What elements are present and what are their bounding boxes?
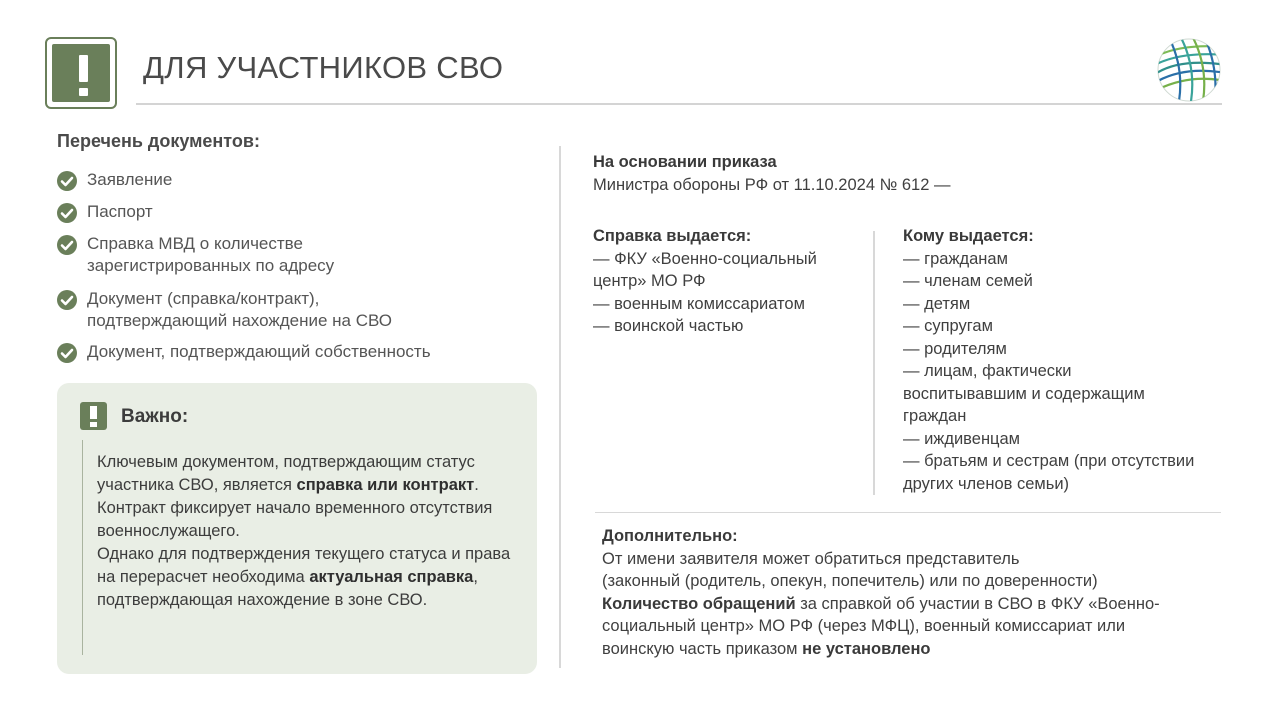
list-item: — гражданам: [903, 249, 1008, 268]
list-item: [57, 201, 497, 223]
document-item-text: Документ (справка/контракт), подтверждающий нахождение на СВО: [87, 289, 393, 330]
check-circle-icon: [57, 235, 77, 255]
list-item: [57, 233, 497, 277]
list-item: — лицам, фактически воспитывавшим и содержащим граждан: [903, 362, 1145, 425]
column-divider: [873, 231, 875, 495]
exclamation-icon: [45, 37, 117, 109]
list-item: — детям: [903, 294, 971, 313]
important-text: Ключевым документом, подтверждающим статус участника СВО, является справка или контракт. Контракт фиксирует начало временного отсутствия военнослужащего. Однако для подтверждения текущего статуса и права на перерасчет необходима актуальная справка, подтверждающая нахождение в зоне СВО.: [97, 453, 511, 609]
page-title: ДЛЯ УЧАСТНИКОВ СВО: [143, 50, 504, 85]
exclamation-icon: [80, 402, 107, 430]
document-item-text: Заявление: [87, 170, 173, 189]
list-item: — членам семей: [903, 272, 1033, 290]
important-title: Важно:: [121, 406, 189, 427]
section-divider: [595, 512, 1221, 513]
basis-text: Министра обороны РФ от 11.10.2024 № 612 —: [593, 175, 951, 194]
document-item-text: Паспорт: [87, 202, 153, 221]
issued-by-block: [593, 225, 863, 338]
column-divider: [559, 146, 561, 668]
check-circle-icon: [57, 171, 77, 191]
list-item: — воинской частью: [593, 317, 744, 335]
list-item: — военным комиссариатом: [593, 294, 805, 313]
check-circle-icon: [57, 203, 77, 223]
list-item: — братьям и сестрам (при отсутствии других членов семьи): [903, 452, 1195, 493]
additional-block: Дополнительно: От имени заявителя может обратиться представитель (законный (родитель, опекун, попечитель) или по доверенности) Количество обращений за справкой об участии в СВО в ФКУ «Военно-социальный центр» МО РФ (через МФЦ), военный комиссариат или воинскую часть приказом не установлено: [602, 527, 1160, 658]
basis-block: [593, 151, 1033, 196]
header-divider: [136, 103, 1222, 105]
check-circle-icon: [57, 343, 77, 363]
list-item: [57, 288, 497, 332]
list-item: — ФКУ «Военно-социальный центр» МО РФ: [593, 249, 817, 290]
documents-title: Перечень документов:: [57, 131, 260, 151]
basis-heading: На основании приказа: [593, 153, 777, 171]
list-item: — супругам: [903, 317, 993, 335]
globe-logo-icon: [1156, 37, 1222, 103]
document-item-text: Документ, подтверждающий собственность: [87, 342, 431, 361]
document-item-text: Справка МВД о количестве зарегистрированных по адресу: [87, 234, 335, 275]
list-item: — иждивенцам: [903, 429, 1021, 448]
list-item: — родителям: [903, 339, 1007, 358]
list-item: [57, 341, 497, 363]
additional-heading: Дополнительно:: [602, 527, 738, 545]
issued-to-heading: Кому выдается:: [903, 227, 1034, 245]
issued-to-block: [903, 225, 1213, 495]
important-accent-line: [82, 440, 83, 655]
list-item: [57, 169, 497, 191]
issued-by-heading: Справка выдается:: [593, 227, 752, 245]
check-circle-icon: [57, 290, 77, 310]
